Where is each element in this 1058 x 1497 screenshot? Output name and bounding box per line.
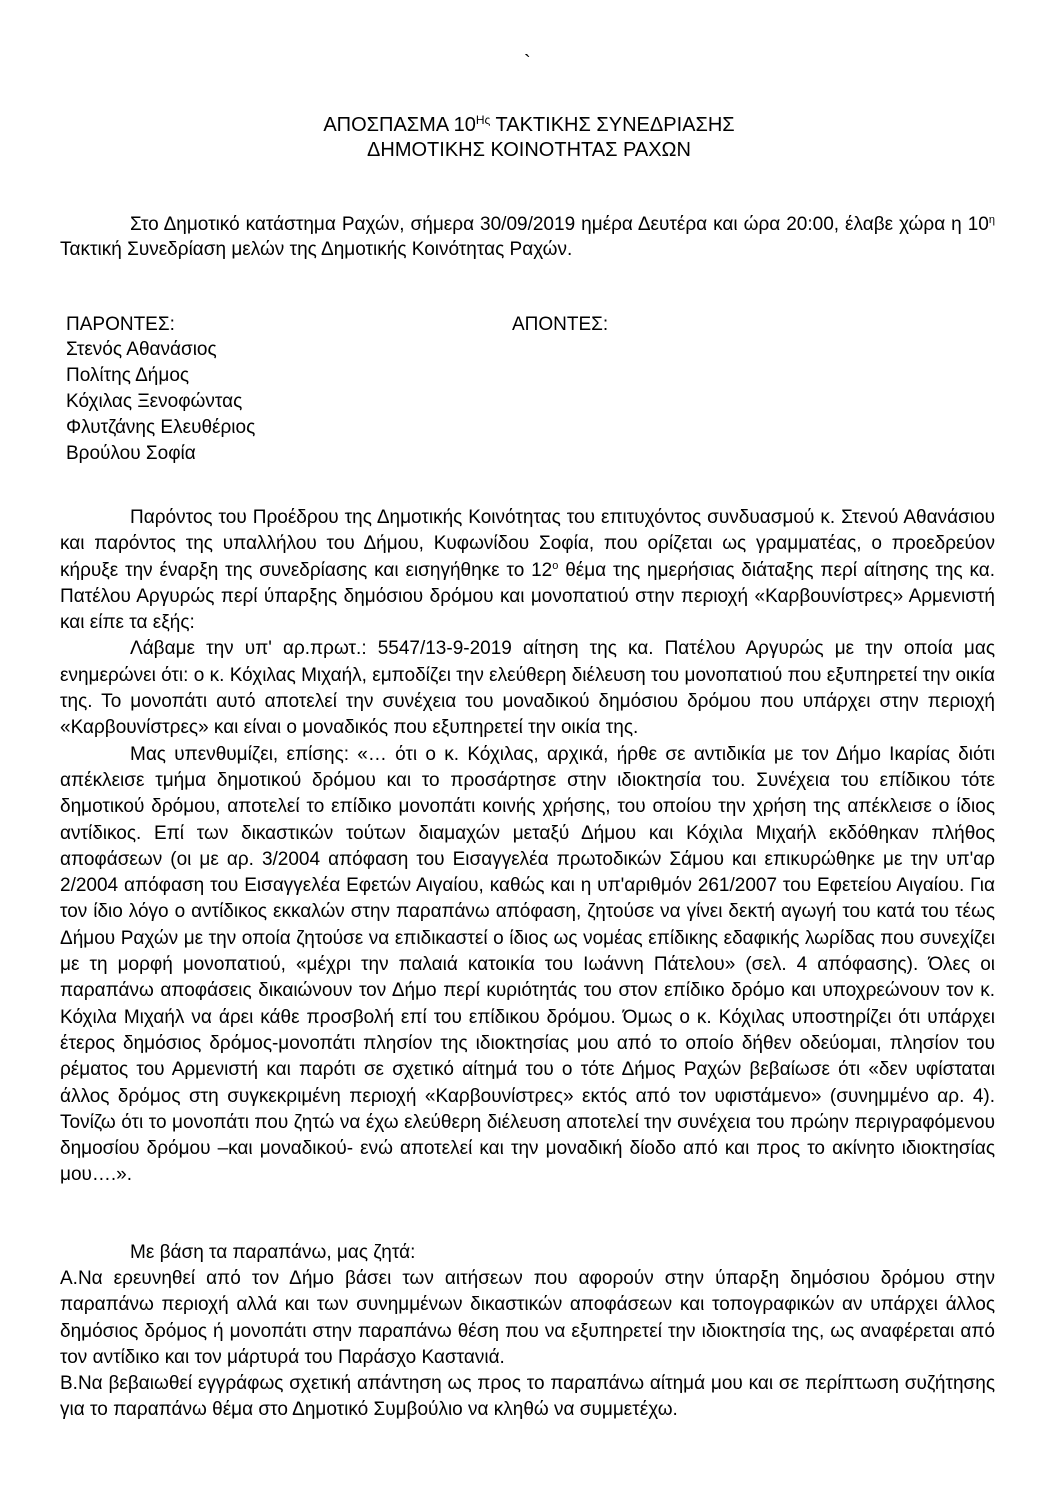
intro-superscript: η <box>988 214 995 226</box>
title-line-1 <box>0 113 1058 138</box>
body-paragraph-1 <box>60 505 995 636</box>
member-name: Φλυτζάνης Ελευθέριος <box>66 417 256 438</box>
body-superscript: ο <box>552 559 559 572</box>
stray-mark: ` <box>524 52 531 74</box>
present-members-list <box>66 337 255 467</box>
member-name: Κόχιλας Ξενοφώντας <box>66 391 243 412</box>
absent-label: ΑΠΟΝΤΕΣ: <box>512 314 609 335</box>
member-name: Βρούλου Σοφία <box>66 443 196 464</box>
present-label: ΠΑΡΟΝΤΕΣ: <box>66 314 175 335</box>
intro-text-1: Στο Δημοτικό κατάστημα Ραχών, σήμερα 30/09/2019 ημέρα Δευτέρα και ώρα 20:00, έλαβε χώρα η 10 <box>130 214 989 235</box>
document-title <box>0 113 1058 163</box>
body-paragraph-2: Λάβαμε την υπ' αρ.πρωτ.: 5547/13-9-2019 αίτηση της κα. Πατέλου Αργυρώς με την οποία μας ενημερώνει ότι: ο κ. Κόχιλας Μιχαήλ, εμποδίζει την ελεύθερη διέλευση του μονοπατιού που εξυπηρετεί την οικία της. Το μονοπάτι αυτό αποτελεί την συνέχεια του μοναδικού δημόσιου δρόμου που υπάρχει στην περιοχή «Καρβουνίστρες» και είναι ο μοναδικός που εξυπηρετεί την οικία της. <box>60 638 995 739</box>
body-text <box>60 505 995 1189</box>
request-item-a: Α.Να ερευνηθεί από τον Δήμο βάσει των αιτήσεων που αφορούν στην ύπαρξη δημόσιου δρόμου στην παραπάνω περιοχή αλλά και των συνημμένων δικαστικών αποφάσεων και τοπογραφικών αν υπάρχει άλλος δημόσιος δρόμος ή μονοπάτι στην παραπάνω θέση που να εξυπηρετεί την ιδιοκτησία της, ως αναφέρεται από τον αντίδικο και τον μάρτυρά του Παράσχο Καστανιά. <box>60 1268 995 1368</box>
body-paragraph-1-text: Παρόντος του Προέδρου της Δημοτικής Κοινότητας του επιτυχόντος συνδυασμού κ. Στενού Αθανάσιου και παρόντος της υπαλλήλου του Δήμου, Κυφωνίδου Σοφία, που ορίζεται ως γραμματέας, ο προεδρεύον κήρυξε την έναρξη της συνεδρίασης και εισηγήθηκε το 12 <box>60 507 995 581</box>
intro-paragraph <box>60 212 995 262</box>
title-line-1-rest: ΤΑΚΤΙΚΗΣ ΣΥΝΕΔΡΙΑΣΗΣ <box>490 114 735 136</box>
requests-intro: Με βάση τα παραπάνω, μας ζητά: <box>130 1242 416 1263</box>
requests-list <box>60 1266 995 1424</box>
request-item-b: Β.Να βεβαιωθεί εγγράφως σχετική απάντηση ως προς το παραπάνω αίτημά μου και σε περίπτωση συζήτησης για το παραπάνω θέμα στο Δημοτικό Συμβούλιο να κληθώ να συμμετέχω. <box>60 1373 995 1421</box>
body-paragraph-1-rest: θέμα της ημερήσιας διάταξης περί αίτησης της κα. Πατέλου Αργυρώς περί ύπαρξης δημόσιου δρόμου και μονοπατιού στην περιοχή «Καρβουνίστρες» Αρμενιστή και είπε τα εξής: <box>60 559 995 634</box>
title-line-1-text: ΑΠΟΣΠΑΣΜΑ 10 <box>323 114 476 136</box>
member-name: Στενός Αθανάσιος <box>66 339 217 360</box>
title-superscript: Ης <box>475 113 491 127</box>
member-name: Πολίτης Δήμος <box>66 365 190 386</box>
intro-text-2: Τακτική Συνεδρίαση μελών της Δημοτικής Κοινότητας Ραχών. <box>60 239 573 260</box>
body-paragraph-3: Μας υπενθυμίζει, επίσης: «… ότι ο κ. Κόχιλας, αρχικά, ήρθε σε αντιδικία με τον Δήμο Ικαρίας διότι απέκλεισε τμήμα δημοτικού δρόμου και το προσάρτησε στην ιδιοκτησία του. Συνέχεια του επίδικου τότε δημοτικού δρόμου, αποτελεί το επίδικο μονοπάτι κοινής χρήσης, του οποίου την χρήση της απέκλεισε ο ίδιος αντίδικος. Επί των δικαστικών τούτων διαμαχών μεταξύ Δήμου και Κόχιλα Μιχαήλ εκδόθηκαν πλήθος αποφάσεων (οι με αρ. 3/2004 απόφαση του Εισαγγελέα πρωτοδικών Σάμου και επικυρώθηκε με την υπ'αρ 2/2004 απόφαση του Εισαγγελέα Εφετών Αιγαίου, καθώς και η υπ'αριθμόν 261/2007 του Εφετείου Αιγαίου. Για τον ίδιο λόγο ο αντίδικος εκκαλών στην παραπάνω απόφαση, ζητούσε να γίνει δεκτή αγωγή του κατά του τέως Δήμου Ραχών με την οποία ζητούσε να επιδικαστεί ο ίδιος ως νομέας επίδικης εδαφικής λωρίδας που συνεχίζει με τη μορφή μονοπατιού, «μέχρι την παλαιά κατοικία του Ιωάννη Πάτελου» (σελ. 4 απόφασης). Όλες οι παραπάνω αποφάσεις δικαιώνουν τον Δήμο περί κυριότητάς του στον επίδικο δρόμο και υποχρεώνουν τον κ. Κόχιλα Μιχαήλ να άρει κάθε προσβολή επί του επίδικου δρόμου. Όμως ο κ. Κόχιλας υποστηρίζει ότι υπάρχει έτερος δημόσιος δρόμος-μονοπάτι πλησίον της ιδιοκτησίας μου από το οποίο δήθεν οδεύομαι, πλησίον του ρέματος του Αρμενιστή και παρότι σε σχετικό αίτημά του ο τότε Δήμος Ραχών βεβαίωσε ότι «δεν υφίσταται άλλος δρόμος στη συγκεκριμένη περιοχή «Καρβουνίστρες» εκτός από τον υφιστάμενο» (συνημμένο αρ. 4). Τονίζω ότι το μονοπάτι που ζητώ να έχω ελεύθερη διέλευση αποτελεί την συνέχεια του πρώην περιγραφόμενου δημοσίου δρόμου –και μοναδικού- ενώ αποτελεί και την μοναδική δίοδο από και προς το ακίνητο ιδιοκτησίας μου….». <box>60 743 995 1186</box>
title-line-2: ΔΗΜΟΤΙΚΗΣ ΚΟΙΝΟΤΗΤΑΣ ΡΑΧΩΝ <box>367 139 691 161</box>
